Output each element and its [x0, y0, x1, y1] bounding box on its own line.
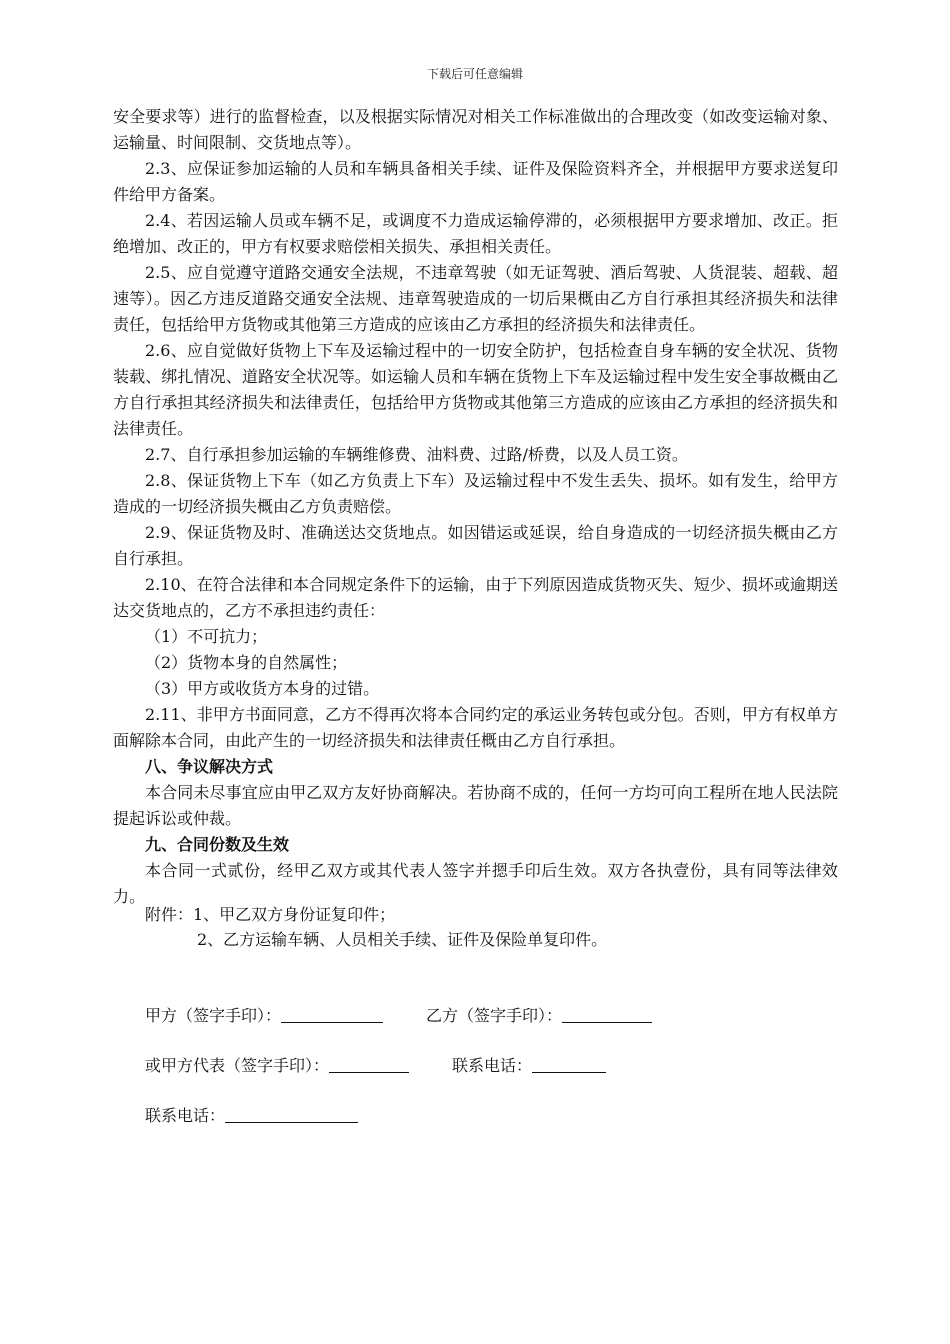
clause-2-6: 2.6、应自觉做好货物上下车及运输过程中的一切安全防护，包括检查自身车辆的安全状况、货物装载、绑扎情况、道路安全状况等。如运输人员和车辆在货物上下车及运输过程中发生安全事故概由乙方自行承担其经济损失和法律责任，包括给甲方货物或其他第三方造成的应该由乙方承担的经济损失和法律责任。	[113, 341, 838, 438]
party-a-label: 甲方（签字手印）：	[145, 1006, 282, 1025]
list-item: （3）甲方或收货方本身的过错。	[145, 679, 380, 698]
phone-b-line	[532, 1054, 606, 1073]
clause-2-3: 2.3、应保证参加运输的人员和车辆具备相关手续、证件及保险资料齐全，并根据甲方要求送复印件给甲方备案。	[113, 159, 838, 204]
phone-b-label: 联系电话：	[452, 1056, 533, 1075]
rep-a-signature-line	[329, 1054, 409, 1073]
document-body	[113, 104, 838, 910]
party-a-signature	[145, 1003, 383, 1029]
clause-2-11: 2.11、非甲方书面同意，乙方不得再次将本合同约定的承运业务转包或分包。否则，甲方有权单方面解除本合同，由此产生的一切经济损失和法律责任概由乙方自行承担。	[113, 705, 838, 750]
paragraph: 安全要求等）进行的监督检查，以及根据实际情况对相关工作标准做出的合理改变（如改变运输对象、运输量、时间限制、交货地点等）。	[113, 107, 838, 152]
party-b-signature-line	[562, 1004, 652, 1023]
phone-a-label: 联系电话：	[145, 1106, 226, 1125]
party-b-phone	[452, 1053, 606, 1079]
attachment-line-2: 2、乙方运输车辆、人员相关手续、证件及保险单复印件。	[197, 930, 608, 949]
clause-2-8: 2.8、保证货物上下车（如乙方负责上下车）及运输过程中不发生丢失、损坏。如有发生，给甲方造成的一切经济损失概由乙方负责赔偿。	[113, 471, 838, 516]
party-b-signature	[426, 1003, 652, 1029]
section-heading-dispute: 八、争议解决方式	[145, 757, 274, 776]
clause-2-4: 2.4、若因运输人员或车辆不足，或调度不力造成运输停滞的，必须根据甲方要求增加、改正。拒绝增加、改正的，甲方有权要求赔偿相关损失、承担相关责任。	[113, 211, 838, 256]
clause-2-9: 2.9、保证货物及时、准确送达交货地点。如因错运或延误，给自身造成的一切经济损失概由乙方自行承担。	[113, 523, 838, 568]
party-b-label: 乙方（签字手印）：	[426, 1006, 563, 1025]
page-header: 下载后可任意编辑	[426, 67, 523, 81]
list-item: （1）不可抗力；	[145, 627, 268, 646]
party-a-signature-line	[281, 1004, 383, 1023]
clause-2-7: 2.7、自行承担参加运输的车辆维修费、油料费、过路/桥费，以及人员工资。	[145, 445, 688, 464]
section-heading-copies: 九、合同份数及生效	[145, 835, 290, 854]
party-a-representative	[145, 1053, 409, 1079]
clause-2-5: 2.5、应自觉遵守道路交通安全法规，不违章驾驶（如无证驾驶、酒后驾驶、人货混装、超载、超速等）。因乙方违反道路交通安全法规、违章驾驶造成的一切后果概由乙方自行承担其经济损失和法律责任，包括给甲方货物或其他第三方造成的应该由乙方承担的经济损失和法律责任。	[113, 263, 838, 334]
rep-a-label: 或甲方代表（签字手印）：	[145, 1056, 330, 1075]
attachment-line-1: 附件：1、甲乙双方身份证复印件；	[145, 905, 396, 924]
dispute-paragraph: 本合同未尽事宜应由甲乙双方友好协商解决。若协商不成的，任何一方均可向工程所在地人民法院提起诉讼或仲裁。	[113, 783, 838, 828]
copies-paragraph: 本合同一式贰份，经甲乙双方或其代表人签字并摁手印后生效。双方各执壹份，具有同等法律效力。	[113, 861, 838, 906]
party-a-phone	[145, 1103, 358, 1129]
clause-2-10: 2.10、在符合法律和本合同规定条件下的运输，由于下列原因造成货物灭失、短少、损坏或逾期送达交货地点的，乙方不承担违约责任：	[113, 575, 838, 620]
phone-a-line	[225, 1104, 358, 1123]
list-item: （2）货物本身的自然属性；	[145, 653, 348, 672]
